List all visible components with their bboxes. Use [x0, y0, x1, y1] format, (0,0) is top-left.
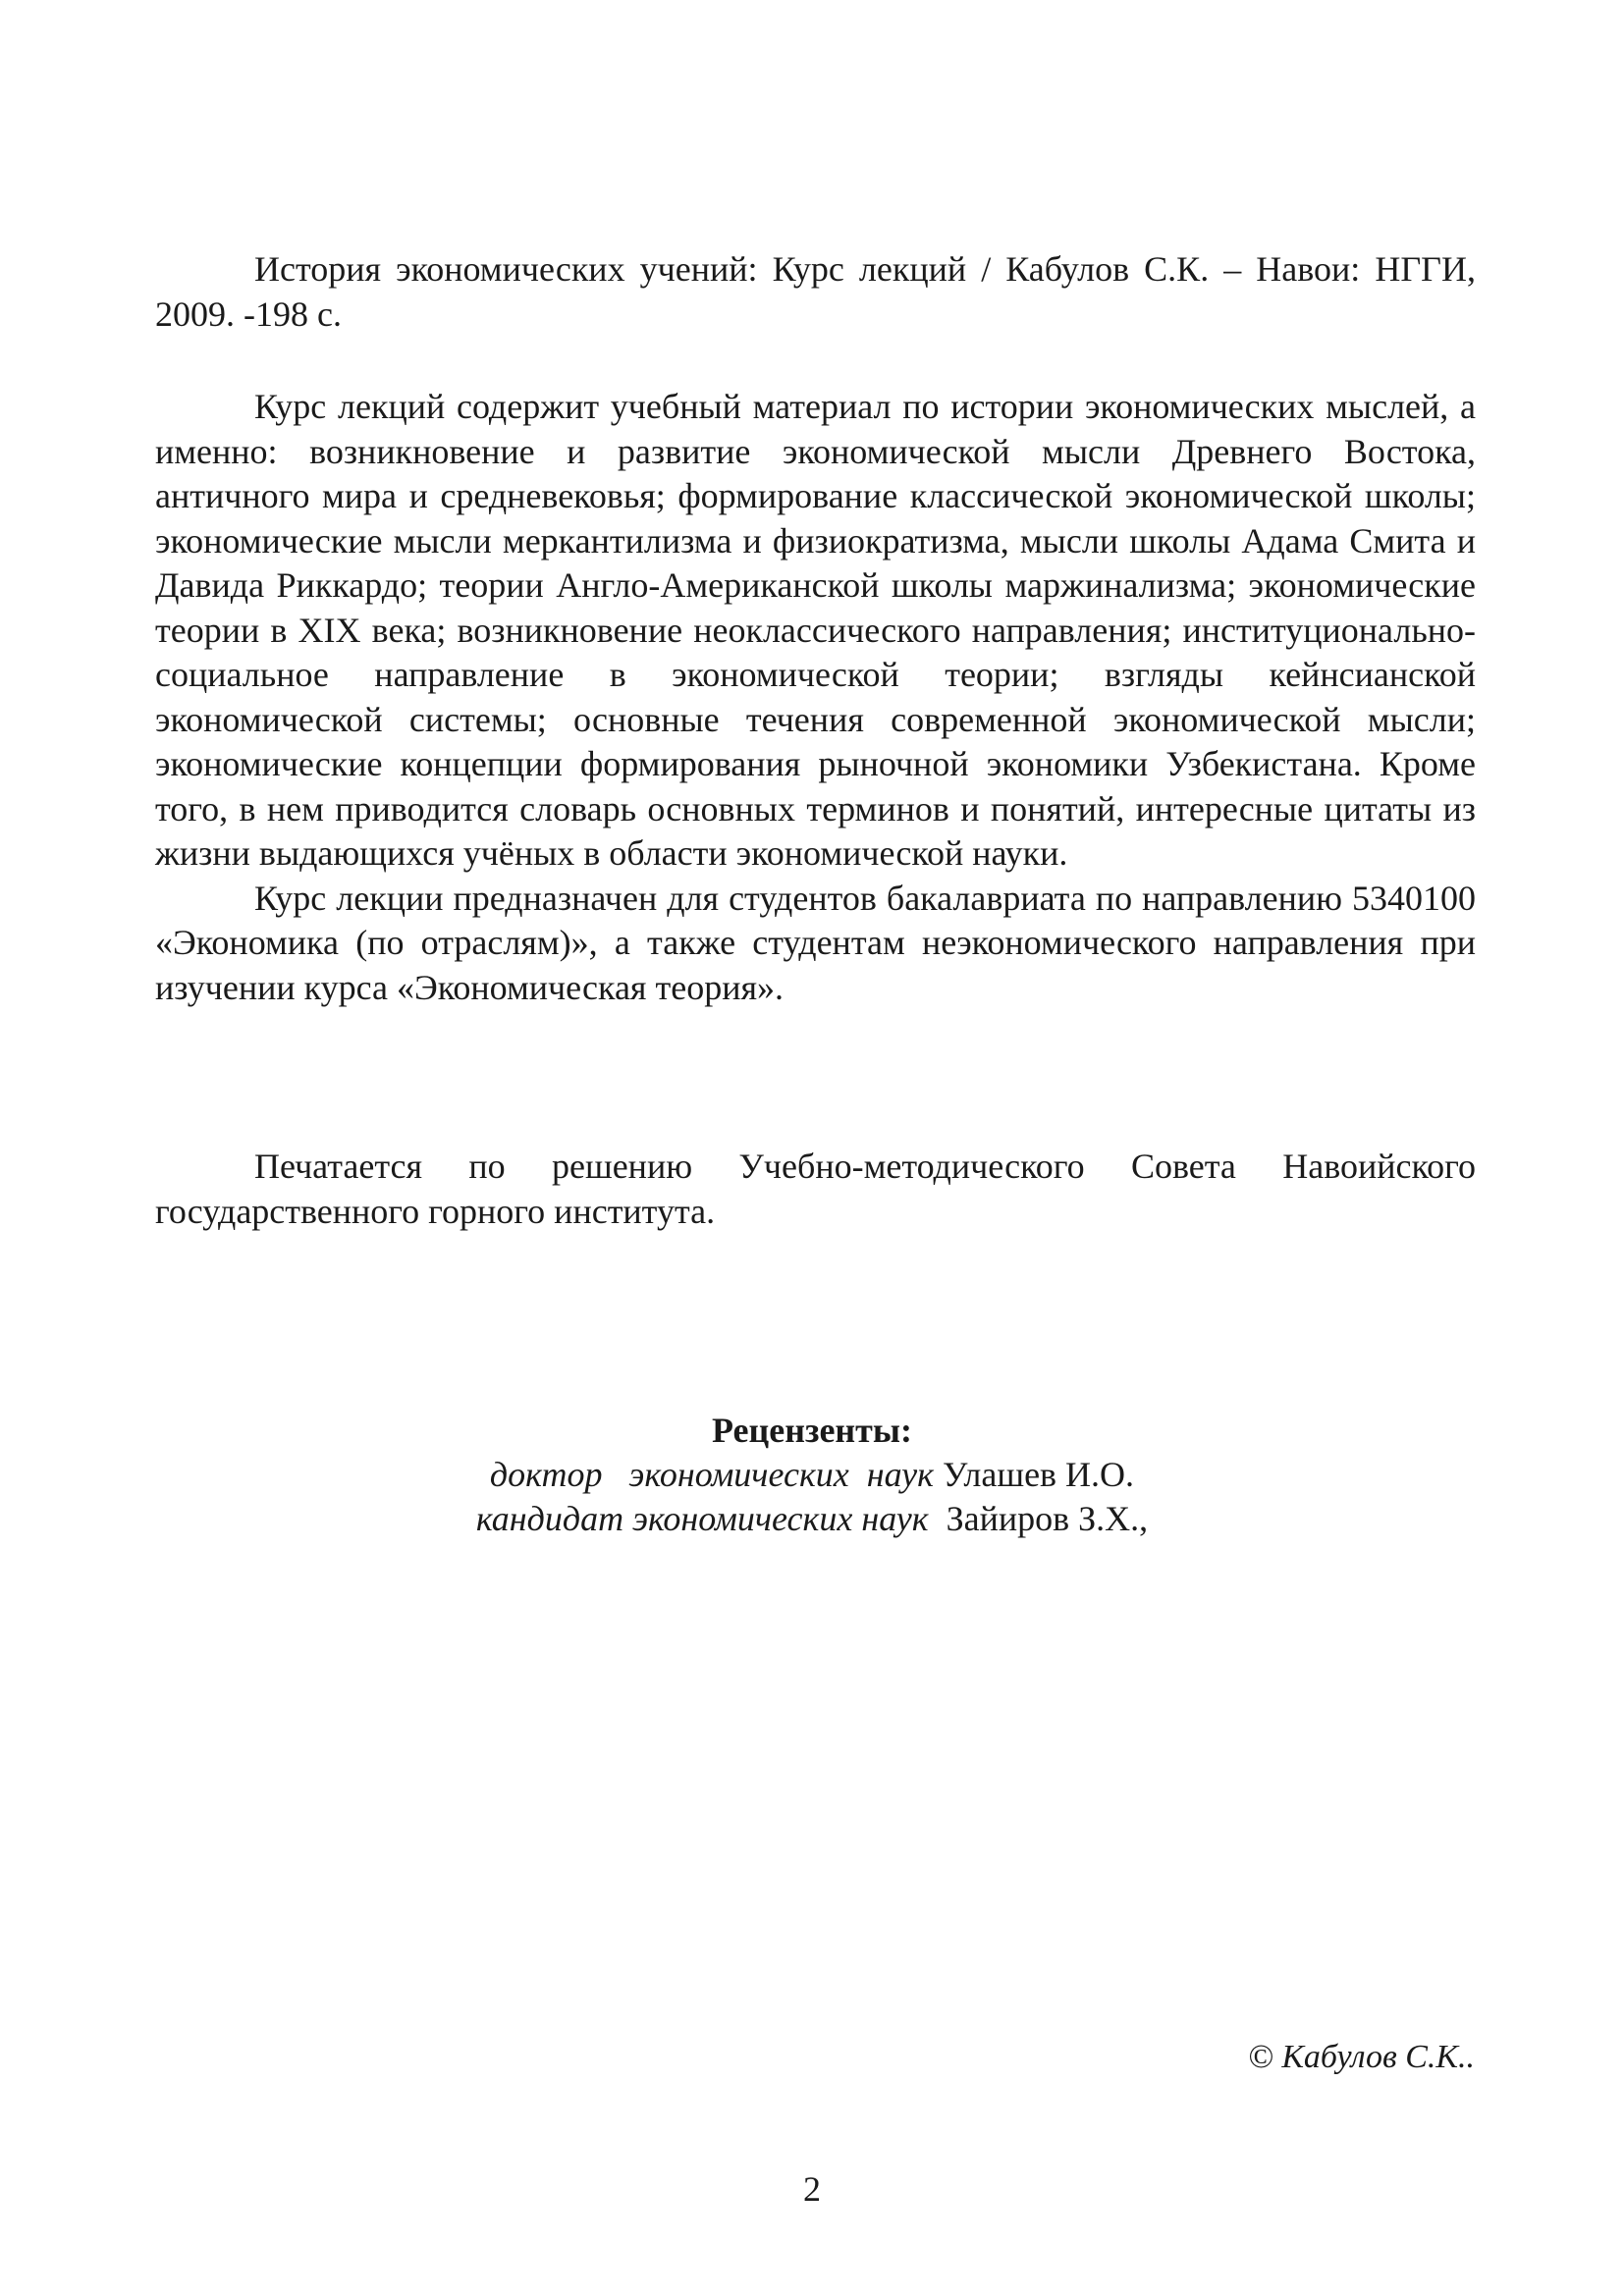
page-number: 2 [803, 2169, 821, 2209]
copyright-notice: © Кабулов С.К.. [1248, 2039, 1475, 2075]
approval-note: Печатается по решению Учебно-методического Совета Навоийского государственного горного института. [155, 1147, 1476, 1231]
reviewers-title: Рецензенты: [712, 1411, 912, 1450]
reviewer-line [0, 1497, 1624, 1541]
reviewers-section [0, 1409, 1624, 1541]
annotation-paragraph-2: Курс лекции предназначен для студентов бакалавриата по направлению 5340100 «Экономика (по отраслям)», а также студентам неэкономического направления при изучении курса «Экономическая теория». [155, 878, 1476, 1007]
approval-note-block [155, 1145, 1476, 1234]
annotation-block [155, 385, 1476, 1010]
bibliographic-entry: История экономических учений: Курс лекций / Кабулов С.К. – Навои: НГГИ, 2009. -198 с. [155, 249, 1476, 334]
reviewer-line [0, 1453, 1624, 1497]
annotation-paragraph-1: Курс лекций содержит учебный материал по истории экономических мыслей, а именно: возникновение и развитие экономической мысли Древнего Востока, античного мира и средневековья; формирование классической экономической школы; экономические мысли меркантилизма и физиократизма, мысли школы Адама Смита и Давида Риккардо; теории Англо-Американской школы маржинализма; экономические теории в XIX века; возникновение неоклассического направления; институционально-социальное направление в экономической теории; взгляды кейнсианской экономической системы; основные течения современной экономической мысли; экономические концепции формирования рыночной экономики Узбекистана. Кроме того, в нем приводится словарь основных терминов и понятий, интересные цитаты из жизни выдающихся учёных в области экономической науки. [155, 387, 1476, 873]
bibliographic-entry-block [155, 247, 1476, 337]
reviewer-degree: кандидат экономических наук [475, 1499, 929, 1538]
reviewer-name: Зайиров З.Х., [928, 1499, 1149, 1538]
reviewer-degree: доктор экономических наук [489, 1455, 934, 1494]
reviewer-name: Улашев И.О. [933, 1455, 1135, 1494]
